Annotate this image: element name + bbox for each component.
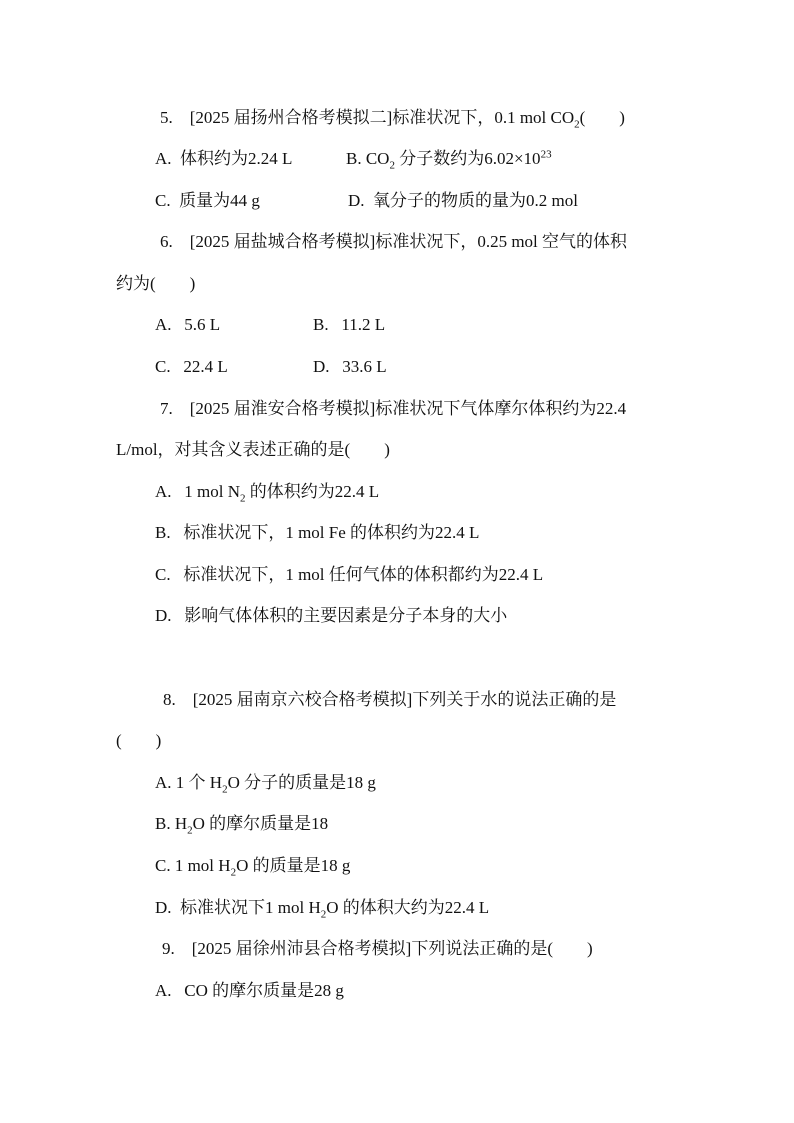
- q8-option-a-subscript: 2: [222, 783, 228, 796]
- q8-option-a-text: A. 1 个 H: [155, 773, 223, 792]
- question-6-stem: [160, 230, 627, 254]
- q7-option-a-tail: 的体积约为22.4 L: [245, 482, 380, 501]
- q6-option-d: [313, 355, 387, 379]
- q5-stem-text: 5. [2025 届扬州合格考模拟二]标准状况下，0.1 mol CO: [160, 108, 575, 127]
- q8-option-b-subscript: 2: [187, 824, 193, 837]
- q5-option-c: [155, 189, 260, 213]
- q8-stem-text: 8. [2025 届南京六校合格考模拟]下列关于水的说法正确的是: [163, 690, 617, 709]
- q8-option-d-subscript: 2: [320, 908, 327, 921]
- q8-option-c-tail: O 的质量是18 g: [236, 856, 351, 875]
- q9-option-a-text: A. CO 的摩尔质量是28 g: [155, 981, 344, 1000]
- question-8-stem: [163, 688, 616, 712]
- q6-option-a-text: A. 5.6 L: [155, 315, 221, 334]
- q5-option-d: [348, 189, 578, 213]
- question-7-stem: [160, 397, 626, 421]
- question-7-stem-cont: [116, 438, 390, 462]
- q7-option-b: [155, 521, 479, 545]
- q9-option-a: [155, 979, 344, 1003]
- question-5-stem: [160, 106, 625, 130]
- question-8-stem-cont: [116, 729, 161, 753]
- q7-option-c: [155, 563, 543, 587]
- q8-option-c-subscript: 2: [230, 866, 237, 879]
- question-9-stem: [162, 937, 593, 961]
- q8-option-a-tail: O 分子的质量是18 g: [227, 773, 376, 792]
- q6-option-d-text: D. 33.6 L: [313, 357, 387, 376]
- q7-option-a-text: A. 1 mol N: [155, 482, 240, 501]
- q7-option-a: [155, 480, 379, 504]
- q6-stem-text: 6. [2025 届盐城合格考模拟]标准状况下，0.25 mol 空气的体积: [160, 232, 628, 251]
- q8-option-b-text: B. H: [155, 814, 188, 833]
- q7-option-d: [155, 604, 507, 628]
- q8-option-d: [155, 896, 489, 920]
- question-6-stem-cont: [116, 272, 195, 296]
- q7-option-b-text: B. 标准状况下，1 mol Fe 的体积约为22.4 L: [155, 523, 480, 542]
- q7-option-d-text: D. 影响气体体积的主要因素是分子本身的大小: [155, 606, 508, 625]
- q6-option-b-text: B. 11.2 L: [313, 315, 386, 334]
- q5-option-a-text: A. 体积约为2.24 L: [155, 149, 293, 168]
- q5-stem-subscript: 2: [574, 118, 580, 131]
- q5-option-a: [155, 147, 292, 171]
- q6-option-c: [155, 355, 228, 379]
- q5-option-b-text: B. CO: [346, 149, 390, 168]
- q7-option-c-text: C. 标准状况下，1 mol 任何气体的体积都约为22.4 L: [155, 565, 544, 584]
- q5-option-b-subscript: 2: [389, 159, 395, 172]
- q5-answer-blank: ( ): [579, 108, 625, 127]
- q8-option-c: [155, 854, 350, 878]
- q9-stem-text: 9. [2025 届徐州沛县合格考模拟]下列说法正确的是( ): [162, 939, 593, 958]
- q8-option-a: [155, 771, 376, 795]
- q8-option-b-tail: O 的摩尔质量是18: [192, 814, 329, 833]
- q8-option-c-text: C. 1 mol H: [155, 856, 231, 875]
- q6-option-a: [155, 313, 220, 337]
- q7-stem-text: 7. [2025 届淮安合格考模拟]标准状况下气体摩尔体积约为22.4: [160, 399, 627, 418]
- q6-stem-cont-text: 约为( ): [116, 274, 196, 293]
- q8-answer-blank: ( ): [116, 731, 162, 750]
- q5-option-d-text: D. 氧分子的物质的量为0.2 mol: [348, 191, 578, 210]
- q8-option-d-text: D. 标准状况下1 mol H: [155, 898, 321, 917]
- q8-option-b: [155, 812, 328, 836]
- q6-option-c-text: C. 22.4 L: [155, 357, 228, 376]
- q7-option-a-subscript: 2: [240, 492, 246, 505]
- q5-option-c-text: C. 质量为44 g: [155, 191, 260, 210]
- q5-option-b-superscript: 23: [540, 148, 552, 161]
- q7-stem-cont-text: L/mol，对其含义表述正确的是( ): [116, 440, 390, 459]
- q8-option-d-tail: O 的体积大约为22.4 L: [326, 898, 490, 917]
- q5-option-b: [346, 147, 552, 171]
- q6-option-b: [313, 313, 385, 337]
- q5-option-b-text-mid: 分子数约为6.02×10: [394, 149, 541, 168]
